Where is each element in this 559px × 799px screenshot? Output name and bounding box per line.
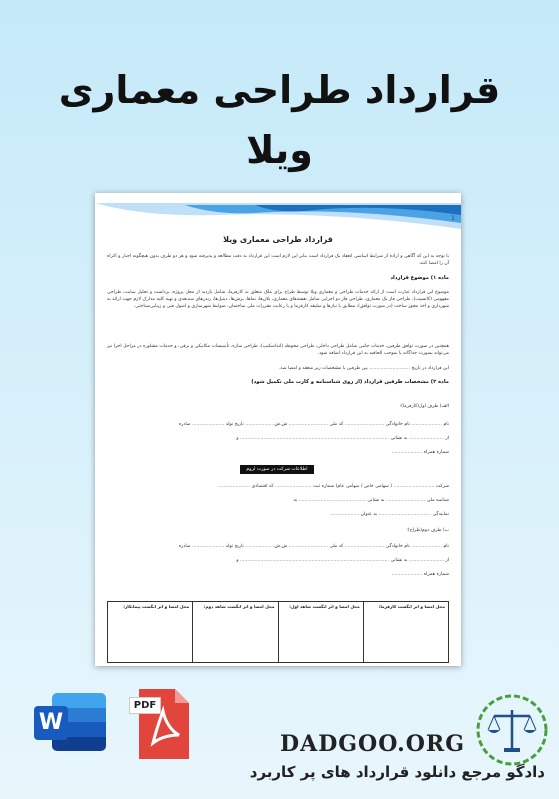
party-a-heading: الف) طرف اول(کارفرما): (399, 404, 449, 409)
signature-table (107, 601, 449, 663)
page-subtitle: ویلا (246, 128, 313, 172)
page-title: قرارداد طراحی معماری (58, 68, 501, 112)
word-icon[interactable]: W (34, 693, 106, 751)
header-swoosh (95, 193, 461, 233)
party-a-address-row: از ........................ به نشانی ...................................................................................................... و (236, 436, 449, 441)
article2-heading: ماده ۲) مشخصات طرفین قرارداد (از روی شناسنامه و کارت ملی تکمیل شود) (251, 379, 449, 385)
pdf-icon[interactable]: PDF (127, 687, 193, 761)
page-number: 1 (451, 215, 455, 222)
company-row: شرکت ............................ ( سهامی خاص / سهامی عام) شماره ثبت ......................... کد اقتصادی ...................... (218, 484, 449, 489)
representative-row: نمایندگی .................................... به عنوان .................... (330, 512, 449, 517)
scales-logo-icon (474, 692, 550, 768)
party-b-name-row: نام ..................... نام خانوادگی ........................... کد ملی ........................... ش.ش ................... تاریخ تولد ...................... صادره (178, 544, 449, 549)
article1-paragraph2: همچنین در صورت توافق طرفین، خدمات جانبی شامل طراحی داخلی، طراحی محوطه (لنداسکیپ)، طراحی سازه، تأسیسات مکانیکی و برقی، و خدمات مشاوره در مراحل اجرا نیز می‌تواند بصورت جداگانه یا بموجب الحاقیه به این قرارداد اضافه شود. (107, 344, 449, 356)
document-preview (95, 193, 461, 666)
party-a-phone-row: شماره همراه ..................... (391, 450, 449, 455)
party-a-name-row: نام ..................... نام خانوادگی ........................... کد ملی ........................... ش.ش ................... تاریخ تولد ...................... صادره (178, 422, 449, 427)
signature-cell-witness2: محل امضا و اثر انگشت شاهد دوم: (192, 602, 277, 662)
party-b-address-row: از ........................ به نشانی ...................................................................................................... و (236, 558, 449, 563)
brand-name: DADGOO.ORG (280, 731, 465, 757)
company-info-label: اطلاعات شرکت در صورت لزوم (240, 465, 314, 474)
signature-cell-contractor: محل امضا و اثر انگشت پیمانکار: (123, 604, 190, 609)
party-b-heading: ب) طرف دوم(طراح): (406, 528, 449, 533)
article1-paragraph1: موضوع این قرارداد عبارت است از ارائه خدمات طراحی و معماری ویلا توسط طراح برای ملک متعلق به کارفرما، شامل بازدید از محل پروژه، برداشت و تحلیل سایت، طراحی مفهومی (کانسپت)، طراحی فاز یک معماری، طراحی فاز دو اجرایی شامل نقشه‌های معماری، پلان‌ها، نماها، برش‌ها، دیتیل‌ها، رندرهای سه‌بعدی و تهیه کلیه مدارک لازم جهت ارائه به شهرداری و اخذ مجوز ساخت (در صورت توافق)، مطابق با نیازها و سلیقه کارفرما و با رعایت مقررات ملی ساختمان، ضوابط شهرسازی و اصول فنی و زیبایی‌شناختی. (107, 290, 449, 309)
intro-paragraph: با توجه به این که آگاهی و اراده از شرایط اساسی انعقاد یک قرارداد است بنابر این لازم است این قرارداد به دقت مطالعه و پذیرفته شود و هر دو طرف بدون هیچگونه اجبار و اکراه آن را امضا کنند. (107, 254, 449, 266)
date-line: این قرارداد در تاریخ ............................ بین طرفین با مشخصات زیر منعقد و امضا شد. (278, 366, 449, 371)
tagline: دادگو مرجع دانلود قرارداد های پر کاربرد (249, 763, 545, 781)
company-id-row: شناسه ملی ........................... به نشانی .............................................. به (293, 498, 449, 503)
article1-heading: ماده ۱) موضوع قرارداد (390, 275, 449, 281)
party-b-phone-row: شماره همراه ..................... (391, 572, 449, 577)
signature-cell-employer: محل امضا و اثر انگشت کارفرما: (363, 602, 448, 662)
signature-cell-witness1: محل امضا و اثر انگشت شاهد اول: (278, 602, 363, 662)
document-title: قرارداد طراحی معماری ویلا (223, 235, 333, 244)
